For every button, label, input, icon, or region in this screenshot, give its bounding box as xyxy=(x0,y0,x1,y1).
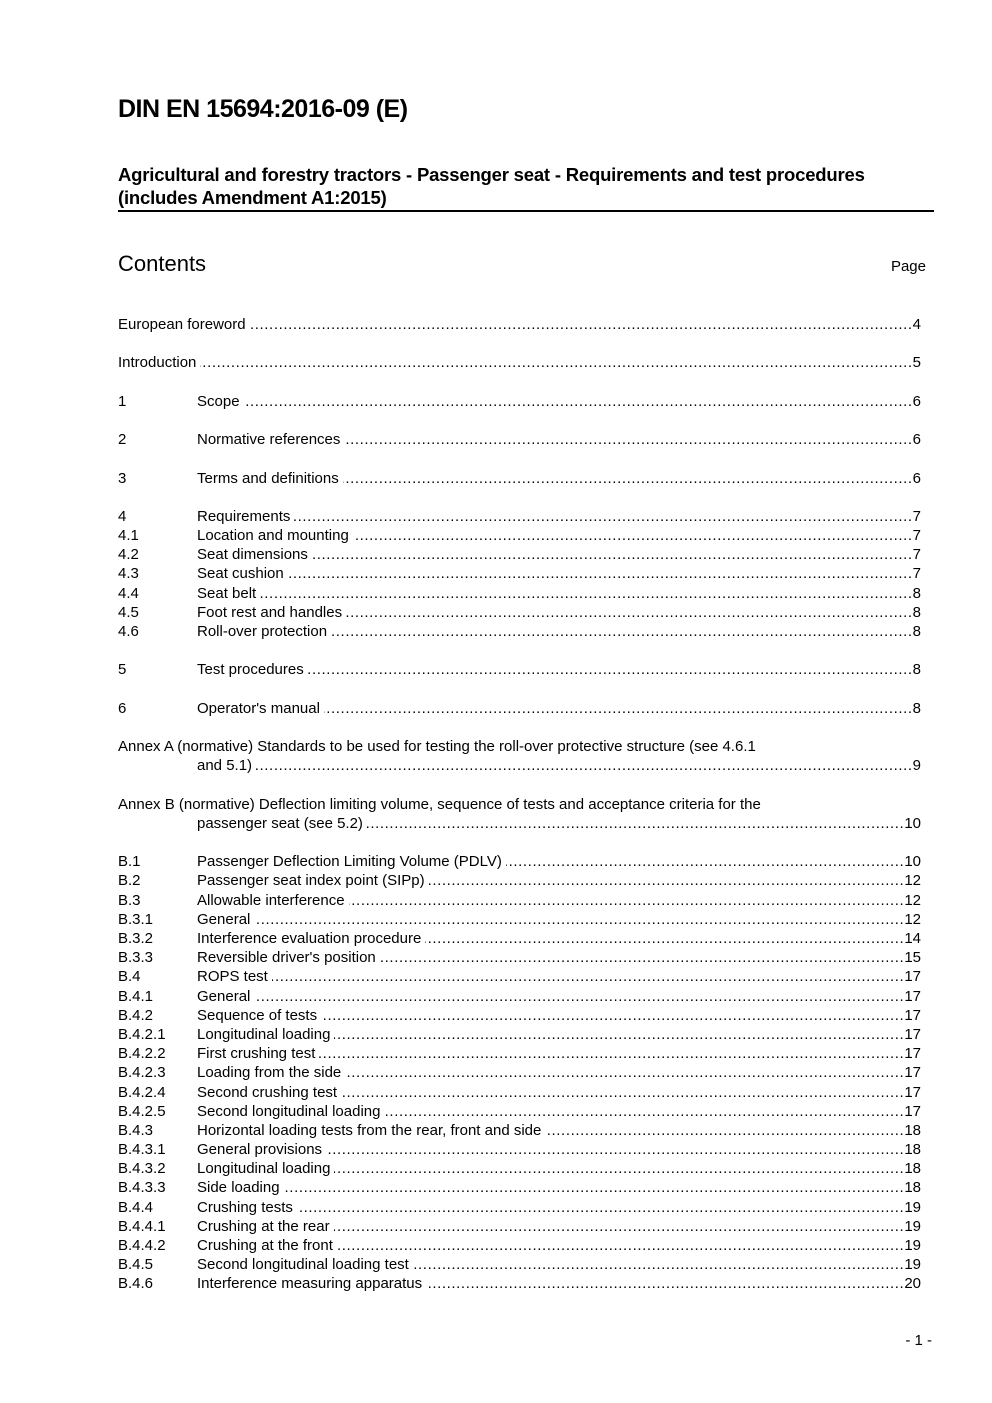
toc-entry-number: B.4.4 xyxy=(118,1198,154,1216)
toc-entry-page: 5 xyxy=(912,354,921,372)
toc-entry-page: 18 xyxy=(904,1141,921,1159)
table-of-contents xyxy=(118,315,921,1313)
toc-entry-title: Allowable interference xyxy=(197,891,345,909)
toc-entry[interactable] xyxy=(118,1140,921,1159)
annex-title-line2: passenger seat (see 5.2) xyxy=(197,814,363,832)
dot-leader xyxy=(426,1274,904,1293)
dot-leader xyxy=(425,929,904,948)
dot-leader xyxy=(200,353,912,372)
toc-entry-title: Second longitudinal loading xyxy=(197,1102,381,1120)
toc-entry-title: Operator's manual xyxy=(197,699,320,717)
toc-entry-title: General xyxy=(197,910,251,928)
toc-entry-title: First crushing test xyxy=(197,1045,316,1063)
toc-entry-title: Scope xyxy=(197,392,240,410)
dot-leader xyxy=(250,315,913,334)
toc-entry-number: B.3.3 xyxy=(118,949,154,967)
toc-entry-title: Passenger Deflection Limiting Volume (PDLV) xyxy=(197,853,502,871)
title-rule xyxy=(118,210,934,212)
annex-title-line xyxy=(118,756,921,775)
contents-heading: Contents xyxy=(118,251,207,276)
dot-leader xyxy=(254,910,904,929)
dot-leader xyxy=(346,603,913,622)
toc-entry-number: 5 xyxy=(118,661,127,679)
toc-entry-number: 4.5 xyxy=(118,603,139,621)
annex-title-line2: and 5.1) xyxy=(197,757,253,775)
dot-leader xyxy=(331,622,913,641)
toc-entry[interactable] xyxy=(118,545,921,564)
toc-entry-page: 7 xyxy=(912,527,921,545)
toc-entry[interactable] xyxy=(118,1083,921,1102)
document-subtitle: Agricultural and forestry tractors - Passenger seat - Requirements and test procedures (includes Amendment A1:2015) xyxy=(118,164,865,208)
dot-leader xyxy=(345,1063,904,1082)
toc-entry[interactable] xyxy=(118,1236,921,1255)
toc-group xyxy=(118,699,921,718)
toc-entry-title: General provisions xyxy=(197,1141,323,1159)
page-column-heading: Page xyxy=(890,258,926,275)
toc-entry[interactable] xyxy=(118,967,921,986)
toc-entry-number: B.4.3 xyxy=(118,1121,154,1139)
toc-entry-title: General xyxy=(197,987,251,1005)
toc-entry[interactable] xyxy=(118,1159,921,1178)
toc-entry-number: 4 xyxy=(118,507,127,525)
toc-entry[interactable] xyxy=(118,603,921,622)
toc-entry-title: Crushing at the rear xyxy=(197,1217,330,1235)
toc-entry[interactable] xyxy=(118,353,921,372)
toc-entry-page: 17 xyxy=(904,1045,921,1063)
toc-entry-title: Reversible driver's position xyxy=(197,949,376,967)
toc-entry-page: 17 xyxy=(904,1025,921,1043)
toc-entry[interactable] xyxy=(118,622,921,641)
annex-title-line1: Annex A (normative) Standards to be used for testing the roll-over protective structure (see 4.6.1 xyxy=(118,738,756,756)
toc-entry-number: 4.3 xyxy=(118,565,139,583)
toc-entry[interactable] xyxy=(118,929,921,948)
toc-entry[interactable] xyxy=(118,660,921,679)
toc-entry-page: 18 xyxy=(904,1121,921,1139)
toc-entry-page: 18 xyxy=(904,1160,921,1178)
toc-entry-page: 7 xyxy=(912,507,921,525)
toc-entry-page: 8 xyxy=(912,584,921,602)
toc-entry-number: B.2 xyxy=(118,872,141,890)
toc-entry-page: 9 xyxy=(912,757,921,775)
toc-entry-page: 8 xyxy=(912,699,921,717)
toc-entry-page: 7 xyxy=(912,565,921,583)
toc-entry[interactable] xyxy=(118,1121,921,1140)
toc-group xyxy=(118,315,921,334)
toc-entry-title: Sequence of tests xyxy=(197,1006,318,1024)
toc-entry-page: 6 xyxy=(912,392,921,410)
toc-entry-page: 17 xyxy=(904,987,921,1005)
toc-entry[interactable] xyxy=(118,987,921,1006)
toc-entry-page: 12 xyxy=(904,891,921,909)
toc-entry[interactable] xyxy=(118,469,921,488)
toc-entry-title: Interference evaluation procedure xyxy=(197,930,422,947)
dot-leader xyxy=(545,1121,904,1140)
dot-leader xyxy=(353,526,913,545)
toc-entry-page: 14 xyxy=(904,930,921,947)
toc-entry-title: Test procedures xyxy=(197,661,304,679)
dot-leader xyxy=(326,1140,904,1159)
toc-entry[interactable] xyxy=(118,1217,921,1236)
toc-entry[interactable] xyxy=(118,891,921,910)
toc-entry[interactable] xyxy=(118,430,921,449)
toc-entry-title: Seat cushion xyxy=(197,565,284,583)
toc-entry-title: Introduction xyxy=(118,354,197,372)
toc-entry-number: 4.6 xyxy=(118,623,139,640)
toc-entry[interactable] xyxy=(118,1044,921,1063)
toc-entry[interactable] xyxy=(118,584,921,603)
toc-entry[interactable] xyxy=(118,1255,921,1274)
dot-leader xyxy=(284,1178,905,1197)
toc-entry-title: Passenger seat index point (SIPp) xyxy=(197,872,425,890)
toc-entry[interactable] xyxy=(118,1063,921,1082)
toc-entry-page: 18 xyxy=(904,1179,921,1197)
annex-title-line1: Annex B (normative) Deflection limiting volume, sequence of tests and acceptance criteria for the xyxy=(118,795,761,813)
dot-leader xyxy=(288,564,913,583)
toc-entry-number: B.4.3.2 xyxy=(118,1160,166,1178)
toc-entry-number: B.4.6 xyxy=(118,1275,154,1293)
dot-leader xyxy=(297,1198,904,1217)
toc-entry-number: B.4 xyxy=(118,968,141,986)
toc-entry-page: 19 xyxy=(904,1217,921,1235)
toc-entry[interactable] xyxy=(118,852,921,871)
toc-entry-page: 10 xyxy=(904,814,921,832)
toc-entry[interactable] xyxy=(118,871,921,890)
toc-entry-number: 6 xyxy=(118,699,127,717)
toc-entry[interactable] xyxy=(118,948,921,967)
toc-entry-number: B.3 xyxy=(118,891,141,909)
annex-title-line xyxy=(118,814,921,833)
toc-entry-number: B.4.2.2 xyxy=(118,1045,166,1063)
indent xyxy=(118,814,197,833)
toc-entry-page: 19 xyxy=(904,1198,921,1216)
dot-leader xyxy=(312,545,913,564)
toc-entry-page: 17 xyxy=(904,1064,921,1082)
toc-group xyxy=(118,392,921,411)
toc-entry[interactable] xyxy=(118,699,921,718)
toc-entry-number: B.4.2.5 xyxy=(118,1102,166,1120)
toc-entry[interactable] xyxy=(118,1178,921,1197)
toc-entry-title: Terms and definitions xyxy=(197,469,339,487)
page-number: - 1 - xyxy=(905,1332,932,1349)
toc-entry-title: Crushing tests xyxy=(197,1198,293,1216)
toc-entry-page: 6 xyxy=(912,431,921,449)
toc-entry-page: 17 xyxy=(904,1102,921,1120)
dot-leader xyxy=(324,699,913,718)
toc-entry-title: Roll-over protection xyxy=(197,623,328,640)
toc-entry[interactable] xyxy=(118,392,921,411)
toc-entry-number: B.4.4.2 xyxy=(118,1237,166,1254)
toc-entry-number: 1 xyxy=(118,392,127,410)
toc-entry-title: Crushing at the front xyxy=(197,1237,333,1254)
toc-entry[interactable] xyxy=(118,910,921,929)
toc-entry-page: 10 xyxy=(904,853,921,871)
annex-title-line xyxy=(118,795,921,814)
toc-group xyxy=(118,469,921,488)
toc-entry[interactable] xyxy=(118,526,921,545)
toc-entry-page: 6 xyxy=(912,469,921,487)
toc-entry-page: 17 xyxy=(904,1006,921,1024)
dot-leader xyxy=(334,1025,904,1044)
toc-entry-title: Normative references xyxy=(197,431,341,449)
dot-leader xyxy=(380,948,905,967)
toc-entry-title: Side loading xyxy=(197,1179,280,1197)
dot-leader xyxy=(341,1083,904,1102)
toc-entry-page: 12 xyxy=(904,872,921,890)
dot-leader xyxy=(334,1159,904,1178)
toc-entry-page: 19 xyxy=(904,1237,921,1254)
toc-entry-number: B.4.2 xyxy=(118,1006,154,1024)
dot-leader xyxy=(308,660,913,679)
toc-entry-number: B.4.3.1 xyxy=(118,1141,166,1159)
dot-leader xyxy=(384,1102,904,1121)
dot-leader xyxy=(349,891,905,910)
dot-leader xyxy=(254,987,904,1006)
toc-entry-number: B.3.1 xyxy=(118,910,154,928)
dot-leader xyxy=(319,1044,904,1063)
toc-entry[interactable] xyxy=(118,1025,921,1044)
toc-entry[interactable] xyxy=(118,507,921,526)
dot-leader xyxy=(294,507,912,526)
toc-entry-page: 8 xyxy=(912,623,921,640)
toc-entry-number: B.4.2.1 xyxy=(118,1025,166,1043)
toc-entry-number: 2 xyxy=(118,431,127,449)
toc-group xyxy=(118,507,921,641)
toc-entry-number: B.1 xyxy=(118,853,141,871)
toc-entry-page: 15 xyxy=(904,949,921,967)
annex-title-line xyxy=(118,737,921,756)
dot-leader xyxy=(337,1236,904,1255)
dot-leader xyxy=(429,871,905,890)
dot-leader xyxy=(367,814,904,833)
dot-leader xyxy=(343,469,913,488)
toc-entry-page: 8 xyxy=(912,661,921,679)
dot-leader xyxy=(260,584,912,603)
toc-entry[interactable] xyxy=(118,315,921,334)
toc-entry-page: 8 xyxy=(912,603,921,621)
toc-entry-page: 17 xyxy=(904,1083,921,1101)
toc-entry[interactable] xyxy=(118,1198,921,1217)
toc-entry-title: Second crushing test xyxy=(197,1083,338,1101)
toc-entry-title: Longitudinal loading xyxy=(197,1025,331,1043)
toc-group xyxy=(118,353,921,372)
toc-entry-number: B.4.1 xyxy=(118,987,154,1005)
dot-leader xyxy=(272,967,904,986)
toc-entry-page: 7 xyxy=(912,546,921,564)
dot-leader xyxy=(244,392,913,411)
toc-entry-number: B.4.5 xyxy=(118,1256,154,1274)
dot-leader xyxy=(413,1255,904,1274)
toc-entry-title: Requirements xyxy=(197,507,291,525)
toc-entry[interactable] xyxy=(118,1102,921,1121)
dot-leader xyxy=(344,430,912,449)
toc-entry-title: ROPS test xyxy=(197,968,268,986)
toc-annex-entry[interactable] xyxy=(118,737,921,775)
toc-entry-title: Foot rest and handles xyxy=(197,603,343,621)
toc-entry-title: Location and mounting xyxy=(197,527,349,545)
toc-entry-title: Loading from the side xyxy=(197,1064,342,1082)
toc-entry-number: B.4.2.3 xyxy=(118,1064,166,1082)
toc-entry-title: Longitudinal loading xyxy=(197,1160,331,1178)
toc-entry-title: European foreword xyxy=(118,316,246,333)
toc-entry-title: Interference measuring apparatus xyxy=(197,1275,423,1293)
toc-entry-number: B.4.2.4 xyxy=(118,1083,166,1101)
toc-entry-number: B.4.3.3 xyxy=(118,1179,166,1197)
indent xyxy=(118,756,197,775)
toc-group xyxy=(118,430,921,449)
toc-entry-page: 19 xyxy=(904,1256,921,1274)
toc-entry-title: Seat dimensions xyxy=(197,546,308,564)
toc-entry-number: 4.1 xyxy=(118,527,139,545)
toc-entry-number: 4.4 xyxy=(118,584,139,602)
toc-entry-number: B.3.2 xyxy=(118,930,154,947)
toc-entry[interactable] xyxy=(118,564,921,583)
dot-leader xyxy=(256,756,913,775)
toc-entry-page: 12 xyxy=(904,910,921,928)
toc-entry-page: 20 xyxy=(904,1275,921,1293)
document-title: DIN EN 15694:2016-09 (E) xyxy=(118,95,408,123)
dot-leader xyxy=(334,1217,905,1236)
toc-group-annex-b xyxy=(118,852,921,1293)
toc-entry-page: 17 xyxy=(904,968,921,986)
toc-entry-number: 4.2 xyxy=(118,546,139,564)
toc-entry-title: Second longitudinal loading test xyxy=(197,1256,409,1274)
toc-entry-page: 4 xyxy=(912,316,921,333)
toc-annex-entry[interactable] xyxy=(118,795,921,833)
toc-entry-number: 3 xyxy=(118,469,127,487)
toc-entry[interactable] xyxy=(118,1006,921,1025)
toc-entry[interactable] xyxy=(118,1274,921,1293)
dot-leader xyxy=(321,1006,904,1025)
toc-group xyxy=(118,660,921,679)
toc-entry-title: Seat belt xyxy=(197,584,257,602)
toc-entry-number: B.4.4.1 xyxy=(118,1217,166,1235)
toc-entry-title: Horizontal loading tests from the rear, front and side xyxy=(197,1121,542,1139)
dot-leader xyxy=(506,852,904,871)
